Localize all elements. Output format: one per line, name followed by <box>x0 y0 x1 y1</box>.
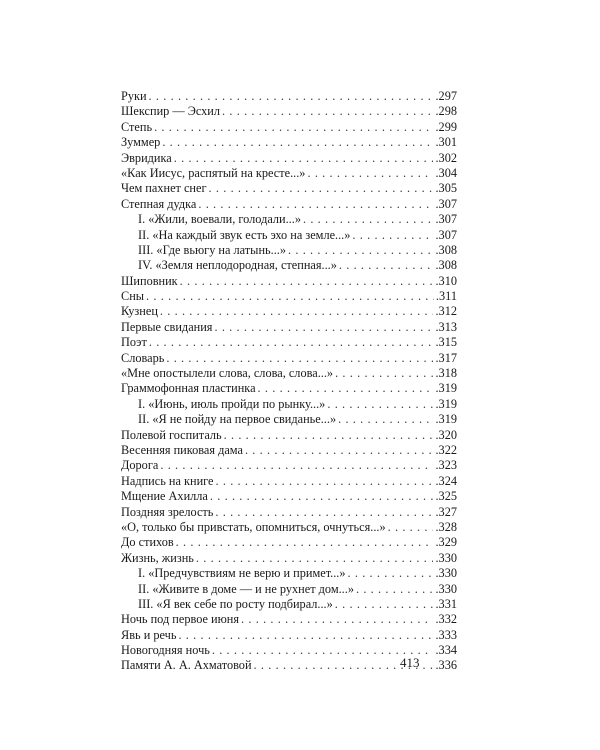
toc-entry-page: .307 <box>435 196 457 211</box>
toc-entry-title: II. «Я не пойду на первое свиданье...» <box>138 412 337 427</box>
toc-entry-page: .301 <box>435 135 457 150</box>
dot-leader <box>288 243 433 258</box>
toc-subentry <box>121 566 457 581</box>
toc-entry-title: Шекспир — Эсхил <box>121 104 221 119</box>
toc-entry-page: .327 <box>435 504 457 519</box>
toc-entry-page: .313 <box>435 319 457 334</box>
toc-entry-page: .334 <box>435 643 457 658</box>
toc-entry-title: «О, только бы привстать, опомниться, очнуться...» <box>121 519 386 534</box>
dot-leader <box>149 89 434 104</box>
toc-entry <box>121 443 457 458</box>
toc-entry-title: Первые свидания <box>121 319 213 334</box>
dot-leader <box>352 228 433 243</box>
toc-entry-page: .336 <box>435 658 457 673</box>
toc-entry-page: .330 <box>435 566 457 581</box>
dot-leader <box>241 612 433 627</box>
dot-leader <box>198 197 433 212</box>
dot-leader <box>258 381 434 396</box>
toc-entry <box>121 89 457 104</box>
toc-entry-title: Новогодняя ночь <box>121 643 210 658</box>
toc-entry <box>121 458 457 473</box>
dot-leader <box>335 597 434 612</box>
toc-entry <box>121 612 457 627</box>
toc-entry-title: Степь <box>121 119 153 134</box>
dot-leader <box>154 120 433 135</box>
toc-entry-title: «Как Иисус, распятый на кресте...» <box>121 165 306 180</box>
toc-entry <box>121 628 457 643</box>
toc-entry-title: Зуммер <box>121 135 161 150</box>
toc-entry <box>121 428 457 443</box>
dot-leader <box>339 258 434 273</box>
toc-subentry <box>121 582 457 597</box>
toc-entry-title: I. «Июнь, июль пройди по рынку...» <box>138 396 326 411</box>
toc-entry <box>121 505 457 520</box>
dot-leader <box>307 166 433 181</box>
toc-entry-title: Дорога <box>121 458 159 473</box>
toc-entry-title: Граммофонная пластинка <box>121 381 256 396</box>
dot-leader <box>174 151 434 166</box>
folio-number: 413 <box>400 655 420 670</box>
toc-entry-title: Полевой госпиталь <box>121 427 222 442</box>
toc-subentry <box>121 212 457 227</box>
toc-entry-page: .328 <box>435 519 457 534</box>
dot-leader <box>209 181 434 196</box>
toc-entry-title: III. «Я век себе по росту подбирал...» <box>138 596 333 611</box>
dot-leader <box>160 458 433 473</box>
dot-leader <box>303 212 433 227</box>
toc-entry-page: .324 <box>435 473 457 488</box>
toc-entry-title: Весенняя пиковая дама <box>121 442 243 457</box>
toc-entry-page: .315 <box>435 335 457 350</box>
dot-leader <box>216 474 434 489</box>
toc-entry-page: .317 <box>435 350 457 365</box>
toc-entry-title: Эвридика <box>121 150 172 165</box>
toc-entry-title: Кузнец <box>121 304 158 319</box>
toc-entry-page: .308 <box>435 242 457 257</box>
dot-leader <box>180 274 434 289</box>
toc-entry-page: .330 <box>435 581 457 596</box>
toc-entry-page: .297 <box>435 89 457 103</box>
dot-leader <box>176 535 434 550</box>
toc-entry <box>121 274 457 289</box>
toc-entry <box>121 304 457 319</box>
toc-entry-title: Шиповник <box>121 273 178 288</box>
toc-entry-page: .307 <box>435 212 457 227</box>
toc-subentry <box>121 258 457 273</box>
toc-entry-page: .319 <box>435 412 457 427</box>
toc-entry-page: .311 <box>435 289 457 304</box>
toc-entry-title: Жизнь, жизнь <box>121 550 194 565</box>
dot-leader <box>160 304 434 319</box>
toc-entry <box>121 551 457 566</box>
dot-leader <box>327 397 433 412</box>
dot-leader <box>210 489 434 504</box>
toc-entry-page: .299 <box>435 119 457 134</box>
toc-entry-title: Поздняя зрелость <box>121 504 214 519</box>
toc-entry-page: .310 <box>435 273 457 288</box>
toc-entry <box>121 474 457 489</box>
toc-entry-page: .332 <box>435 612 457 627</box>
toc-entry <box>121 104 457 119</box>
toc-entry <box>121 289 457 304</box>
toc-entry-title: I. «Предчувствиям не верю и примет...» <box>138 566 346 581</box>
toc-entry-page: .322 <box>435 442 457 457</box>
toc-entry <box>121 351 457 366</box>
toc-entry <box>121 489 457 504</box>
toc-entry-title: Поэт <box>121 335 147 350</box>
toc-entry <box>121 120 457 135</box>
toc-subentry <box>121 243 457 258</box>
toc-entry <box>121 520 457 535</box>
toc-entry-page: .331 <box>435 596 457 611</box>
toc-entry-page: .302 <box>435 150 457 165</box>
dot-leader <box>348 566 434 581</box>
toc-entry-title: I. «Жили, воевали, голодали...» <box>138 212 301 227</box>
toc-entry-title: II. «Живите в доме — и не рухнет дом...» <box>138 581 354 596</box>
toc-entry-page: .307 <box>435 227 457 242</box>
toc-entry-title: До стихов <box>121 535 174 550</box>
dot-leader <box>214 320 433 335</box>
toc-entry-title: IV. «Земля неплодородная, степная...» <box>138 258 337 273</box>
toc-entry <box>121 197 457 212</box>
dot-leader <box>356 582 433 597</box>
toc-entry <box>121 535 457 550</box>
toc-entry-title: Явь и речь <box>121 627 177 642</box>
toc-entry-title: Надпись на книге <box>121 473 214 488</box>
dot-leader <box>338 412 433 427</box>
toc-entry-title: Руки <box>121 89 147 103</box>
toc-entry-page: .318 <box>435 366 457 381</box>
toc-entry-title: Ночь под первое июня <box>121 612 240 627</box>
toc-entry-page: .320 <box>435 427 457 442</box>
toc-subentry <box>121 228 457 243</box>
toc-entry-page: .312 <box>435 304 457 319</box>
toc-entry-page: .325 <box>435 489 457 504</box>
dot-leader <box>178 628 433 643</box>
toc-entry-page: .319 <box>435 396 457 411</box>
dot-leader <box>224 428 434 443</box>
dot-leader <box>215 505 433 520</box>
toc-entry-title: Словарь <box>121 350 165 365</box>
toc-entry <box>121 381 457 396</box>
toc-entry-page: .304 <box>435 165 457 180</box>
toc-entry-title: «Мне опостылели слова, слова, слова...» <box>121 366 334 381</box>
toc-entry-page: .305 <box>435 181 457 196</box>
toc-subentry <box>121 597 457 612</box>
toc-entry-title: Сны <box>121 289 145 304</box>
toc-entry-title: Памяти А. А. Ахматовой <box>121 658 252 673</box>
toc-subentry <box>121 412 457 427</box>
toc-entry-title: Степная дудка <box>121 196 197 211</box>
toc-entry <box>121 151 457 166</box>
toc-entry <box>121 166 457 181</box>
toc-entry-title: III. «Где вьюгу на латынь...» <box>138 242 287 257</box>
dot-leader <box>196 551 434 566</box>
toc-entry <box>121 335 457 350</box>
toc-entry <box>121 366 457 381</box>
toc-entry-title: Мщение Ахилла <box>121 489 208 504</box>
dot-leader <box>388 520 434 535</box>
toc-entry-page: .308 <box>435 258 457 273</box>
toc-subentry <box>121 397 457 412</box>
table-of-contents <box>121 89 457 674</box>
toc-entry <box>121 320 457 335</box>
toc-entry <box>121 181 457 196</box>
toc-entry-page: .319 <box>435 381 457 396</box>
toc-entry-page: .330 <box>435 550 457 565</box>
toc-entry <box>121 135 457 150</box>
dot-leader <box>335 366 433 381</box>
dot-leader <box>149 335 434 350</box>
dot-leader <box>245 443 434 458</box>
toc-entry-page: .323 <box>435 458 457 473</box>
toc-entry-page: .329 <box>435 535 457 550</box>
toc-entry-title: Чем пахнет снег <box>121 181 207 196</box>
dot-leader <box>162 135 433 150</box>
toc-entry-title: II. «На каждый звук есть эхо на земле...» <box>138 227 351 242</box>
dot-leader <box>166 351 433 366</box>
dot-leader <box>222 104 433 119</box>
dot-leader <box>146 289 434 304</box>
toc-entry-page: .298 <box>435 104 457 119</box>
toc-entry-page: .333 <box>435 627 457 642</box>
